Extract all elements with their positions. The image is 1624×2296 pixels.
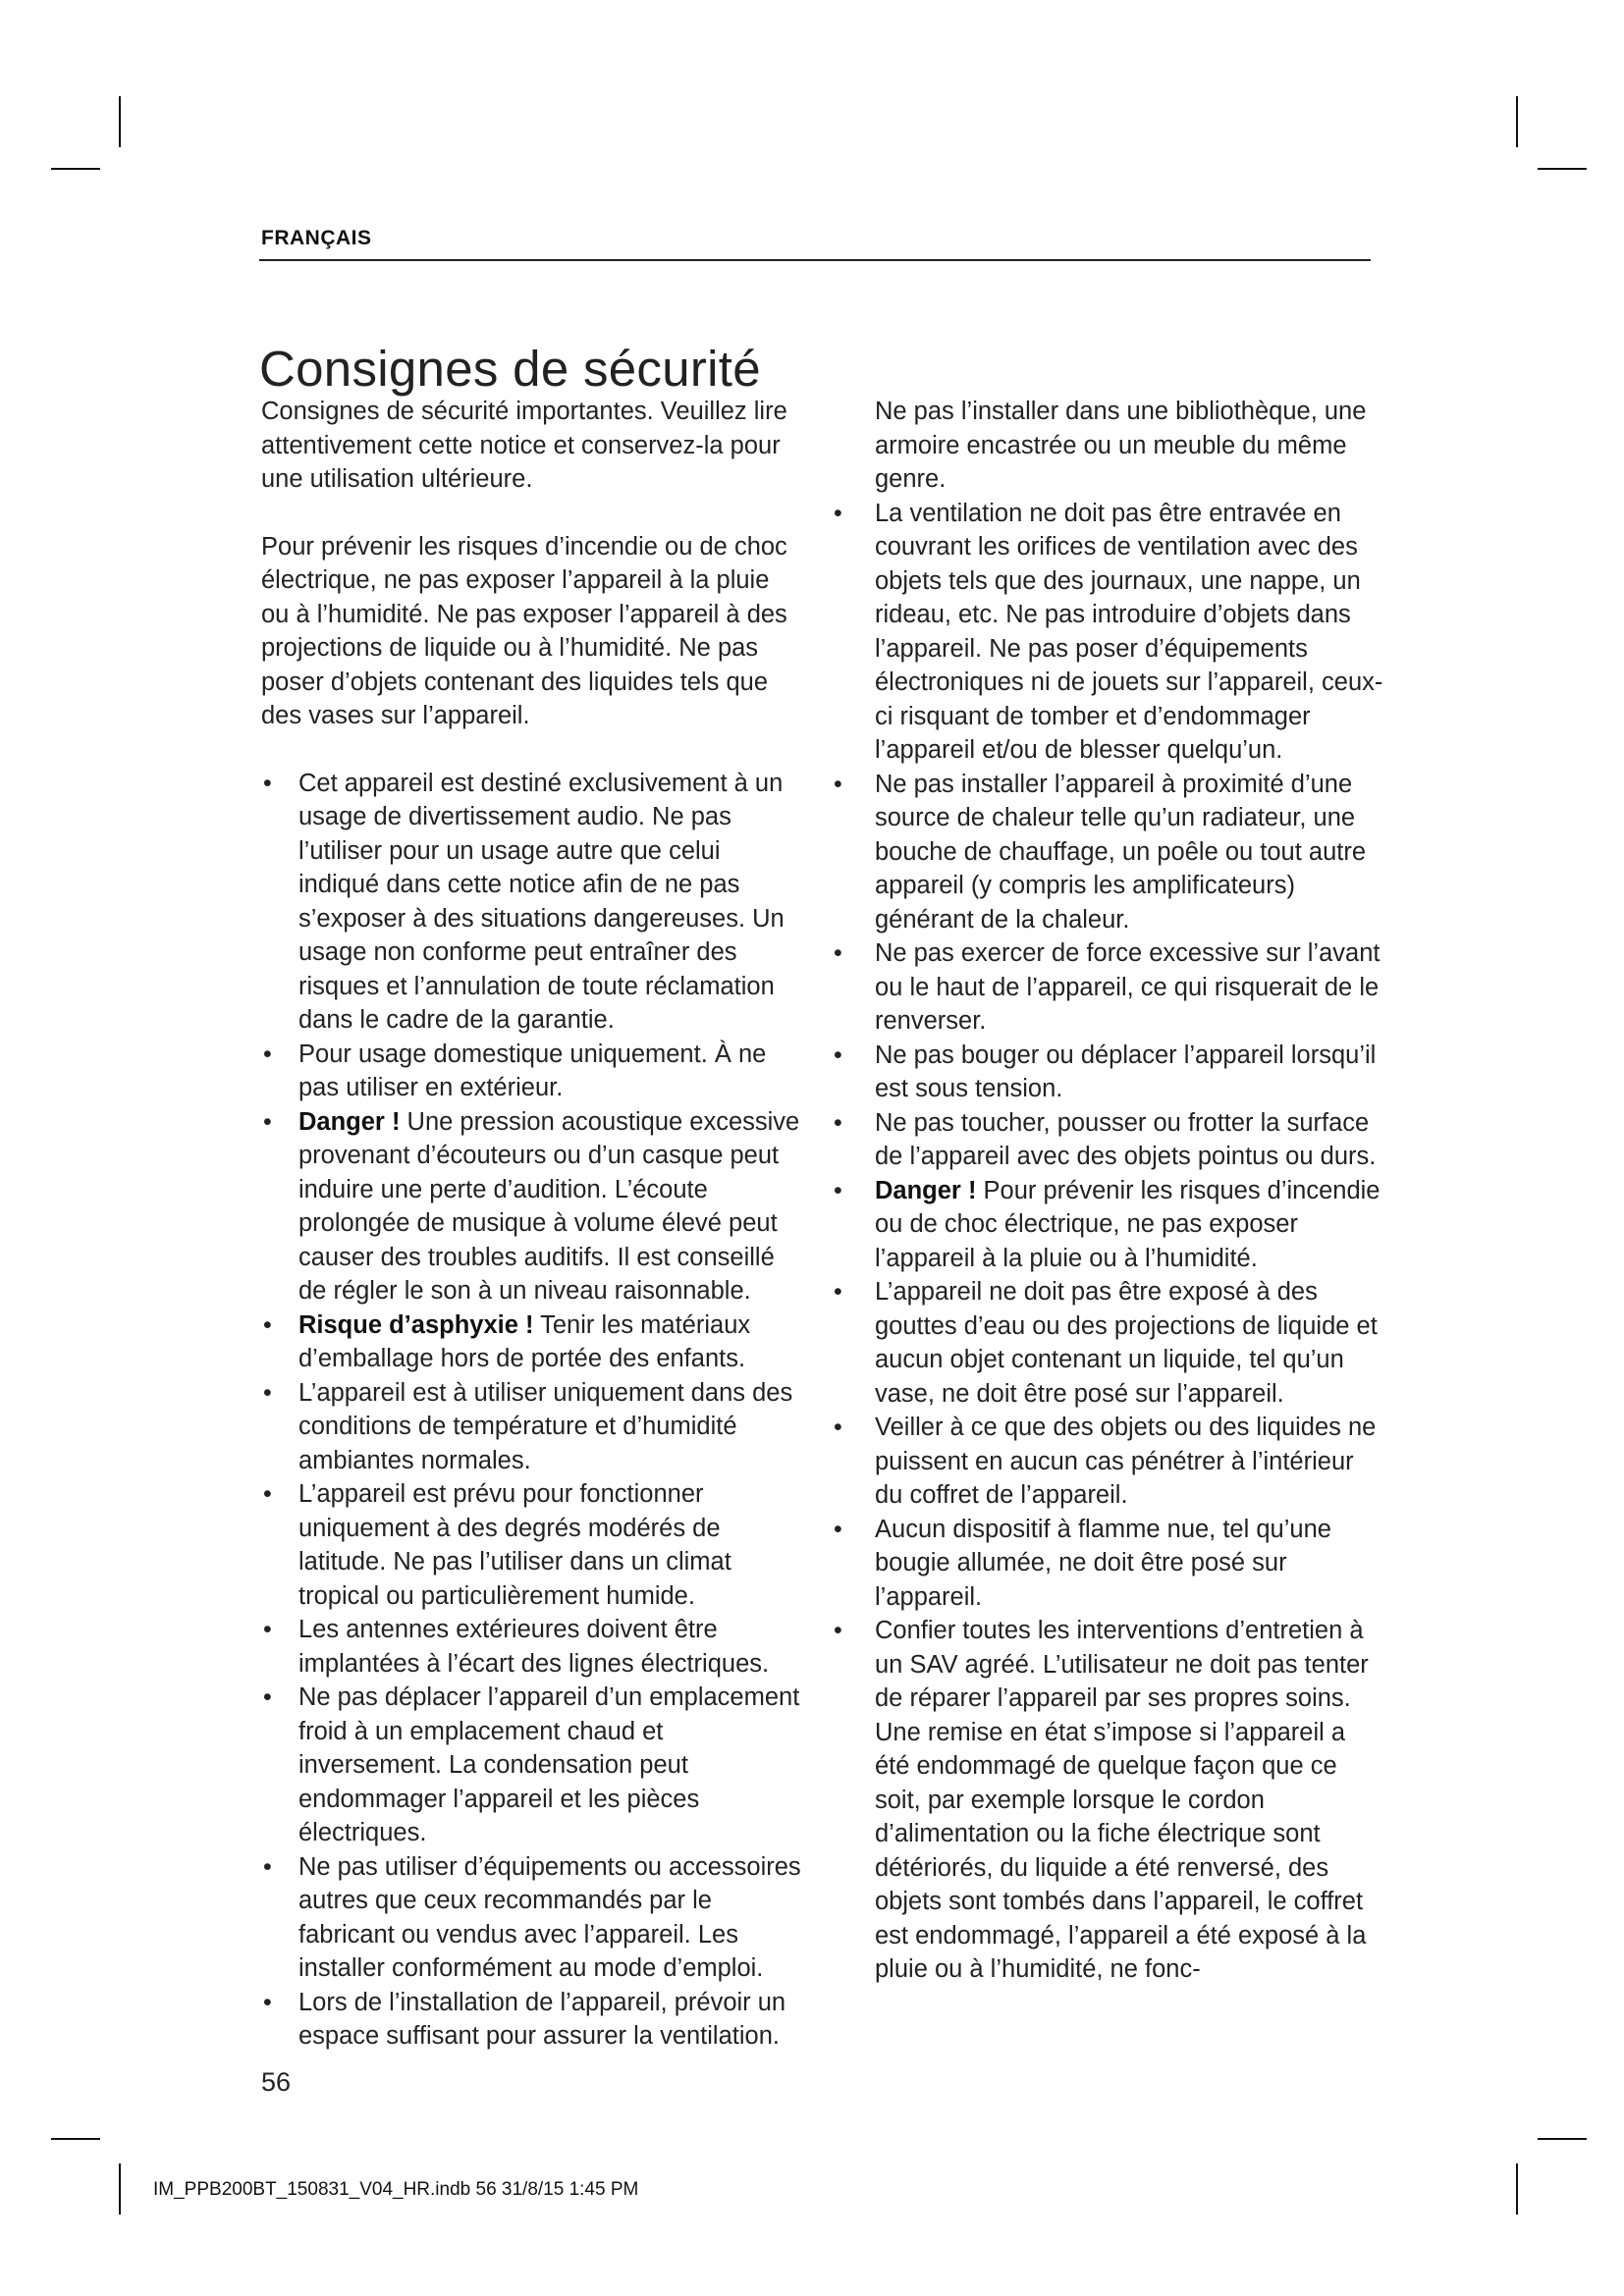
bullet-dot-icon: • — [834, 1108, 842, 1137]
safety-bullet-item — [261, 1850, 803, 1986]
safety-bullet-item — [261, 1038, 803, 1105]
header-rule — [259, 259, 1371, 261]
crop-mark-bottom-right-vertical — [1516, 2163, 1518, 2215]
bullet-dot-icon: • — [263, 1310, 272, 1339]
bullet-dot-icon: • — [263, 1480, 272, 1508]
crop-mark-top-left-horizontal — [51, 168, 100, 170]
bullet-dot-icon: • — [263, 1040, 272, 1068]
bullet-dot-icon: • — [834, 1278, 842, 1306]
safety-bullet-item — [261, 767, 803, 1038]
safety-bullet-item — [836, 1614, 1385, 1987]
left-safety-list — [261, 767, 803, 2054]
section-language-label: FRANÇAIS — [261, 227, 372, 249]
bullet-dot-icon: • — [834, 1515, 842, 1543]
bullet-dot-icon: • — [834, 939, 842, 967]
bullet-text: Ne pas utiliser d’équipements ou accessoires autres que ceux recommandés par le fabricant ou vendus avec l’appareil. Les installer conformément au mode d’emploi. — [298, 1852, 801, 1982]
safety-bullet-item — [836, 1106, 1385, 1174]
bullet-text: Une pression acoustique excessive provenant d’écouteurs ou d’un casque peut induire une perte d’audition. L’écoute prolongée de musique à volume élevé peut causer des troubles auditifs. Il est conseillé de régler le son à un niveau raisonnable. — [298, 1107, 800, 1305]
bullet-text: Cet appareil est destiné exclusivement à un usage de divertissement audio. Ne pas l’utiliser pour un usage autre que celui indiqué dans cette notice afin de ne pas s’exposer à des situations dangereuses. Un usage non conforme peut entraîner des risques et l’annulation de toute réclamation dans le cadre de la garantie. — [298, 769, 785, 1034]
bullet-dot-icon: • — [834, 1176, 842, 1204]
bullet-dot-icon: • — [834, 770, 842, 798]
bullet-text: Confier toutes les interventions d’entretien à un SAV agréé. L’utilisateur ne doit pas tenter de réparer l’appareil par ses propres soins. Une remise en état s’impose si l’appareil a été endommagé de quelque façon que ce soit, par exemple lorsque le cordon d’alimentation ou la fiche électrique sont détériorés, du liquide a été renversé, des objets sont tombés dans l’appareil, le coffret est endommagé, l’appareil a été exposé à la pluie ou à l’humidité, ne fonc- — [875, 1617, 1369, 1983]
bullet-text: Ne pas exercer de force excessive sur l’avant ou le haut de l’appareil, ce qui risquerait de le renverser. — [875, 939, 1380, 1035]
bullet-text: Pour usage domestique uniquement. À ne pas utiliser en extérieur. — [298, 1040, 767, 1101]
bullet-text: Ne pas bouger ou déplacer l’appareil lorsqu’il est sous tension. — [875, 1041, 1377, 1102]
bullet-dot-icon: • — [263, 769, 272, 797]
continued-bullet-text: Ne pas l’installer dans une bibliothèque, une armoire encastrée ou un meuble du même genre. — [875, 398, 1367, 493]
bullet-text: L’appareil ne doit pas être exposé à des gouttes d’eau ou des projections de liquide et aucun objet contenant un liquide, tel qu’un vase, ne doit être posé sur l’appareil. — [875, 1278, 1378, 1408]
bullet-text: L’appareil est à utiliser uniquement dans des conditions de température et d’humidité ambiantes normales. — [298, 1378, 793, 1474]
bullet-text: Aucun dispositif à flamme nue, tel qu’une bougie allumée, ne doit être posé sur l’appareil. — [875, 1515, 1331, 1611]
bullet-dot-icon: • — [834, 499, 842, 527]
safety-bullet-item — [836, 1174, 1385, 1276]
bullet-dot-icon: • — [263, 1852, 272, 1881]
bullet-warning-keyword: Danger ! — [298, 1107, 401, 1136]
page-title: Consignes de sécurité — [259, 341, 761, 398]
page-number: 56 — [261, 2067, 292, 2097]
bullet-dot-icon: • — [263, 1988, 272, 2016]
safety-bullet-item — [836, 497, 1385, 768]
bullet-text: Lors de l’installation de l’appareil, prévoir un espace suffisant pour assurer la ventilation. — [298, 1988, 786, 2050]
intro-paragraph-2: Pour prévenir les risques d’incendie ou de choc électrique, ne pas exposer l’appareil à la pluie ou à l’humidité. Ne pas exposer l’appareil à des projections de liquide ou à l’humidité. Ne pas poser d’objets contenant des liquides tels que des vases sur l’appareil. — [261, 532, 787, 729]
safety-bullet-item — [261, 1376, 803, 1478]
bullet-dot-icon: • — [263, 1378, 272, 1407]
crop-mark-bottom-left-vertical — [119, 2163, 121, 2215]
safety-bullet-item — [836, 1411, 1385, 1513]
safety-bullet-item — [836, 936, 1385, 1039]
bullet-dot-icon: • — [263, 1683, 272, 1711]
safety-bullet-item — [836, 768, 1385, 937]
safety-bullet-item — [836, 1039, 1385, 1106]
safety-bullet-item — [836, 1513, 1385, 1615]
bullet-dot-icon: • — [834, 1414, 842, 1441]
crop-mark-bottom-left-horizontal — [51, 2138, 100, 2140]
crop-mark-bottom-right-horizontal — [1538, 2138, 1587, 2140]
bullet-text: L’appareil est prévu pour fonctionner uniquement à des degrés modérés de latitude. Ne pas l’utiliser dans un climat tropical ou particulièrement humide. — [298, 1480, 731, 1610]
bullet-warning-keyword: Danger ! — [875, 1176, 977, 1204]
bullet-dot-icon: • — [263, 1107, 272, 1136]
safety-bullet-item — [261, 1477, 803, 1613]
safety-bullet-item — [261, 1105, 803, 1308]
bullet-text: Tenir les matériaux d’emballage hors de portée des enfants. — [298, 1310, 751, 1372]
bullet-text: Les antennes extérieures doivent être implantées à l’écart des lignes électriques. — [298, 1616, 770, 1678]
bullet-text: Veiller à ce que des objets ou des liquides ne puissent en aucun cas pénétrer à l’intérieur du coffret de l’appareil. — [875, 1414, 1377, 1509]
bullet-dot-icon: • — [834, 1617, 842, 1644]
safety-bullet-item — [261, 1681, 803, 1850]
safety-bullet-item — [836, 1275, 1385, 1411]
right-safety-list — [836, 497, 1385, 1987]
bullet-text: Ne pas déplacer l’appareil d’un emplacement froid à un emplacement chaud et inversement. La condensation peut endommager l’appareil et les pièces électriques. — [298, 1683, 800, 1846]
bullet-text: La ventilation ne doit pas être entravée en couvrant les orifices de ventilation avec des objets tels que des journaux, une nappe, un rideau, etc. Ne pas introduire d’objets dans l’appareil. Ne pas poser d’équipements électroniques ni de jouets sur l’appareil, ceux-ci risquant de tomber et d’endommager l’appareil et/ou de blesser quelqu’un. — [875, 499, 1383, 764]
safety-bullet-item — [261, 1613, 803, 1681]
bullet-dot-icon: • — [834, 1041, 842, 1069]
right-column — [836, 395, 1385, 1987]
left-column — [261, 395, 803, 2054]
bullet-warning-keyword: Risque d’asphyxie ! — [298, 1310, 534, 1339]
safety-bullet-item — [261, 1986, 803, 2054]
bullet-text: Ne pas installer l’appareil à proximité d’une source de chaleur telle qu’un radiateur, une bouche de chauffage, un poêle ou tout autre appareil (y compris les amplificateurs) générant de la chaleur. — [875, 770, 1367, 934]
intro-paragraph-1: Consignes de sécurité importantes. Veuillez lire attentivement cette notice et conservez-la pour une utilisation ultérieure. — [261, 398, 787, 493]
bullet-text: Pour prévenir les risques d’incendie ou de choc électrique, ne pas exposer l’appareil à la pluie ou à l’humidité. — [875, 1176, 1380, 1272]
crop-mark-top-left-vertical — [119, 96, 121, 147]
bullet-dot-icon: • — [263, 1616, 272, 1643]
print-file-info: IM_PPB200BT_150831_V04_HR.indb 56 31/8/15 1:45 PM — [153, 2179, 639, 2200]
crop-mark-top-right-horizontal — [1538, 168, 1587, 170]
safety-bullet-item — [261, 1308, 803, 1376]
bullet-text: Ne pas toucher, pousser ou frotter la surface de l’appareil avec des objets pointus ou durs. — [875, 1108, 1377, 1170]
crop-mark-top-right-vertical — [1516, 96, 1518, 147]
